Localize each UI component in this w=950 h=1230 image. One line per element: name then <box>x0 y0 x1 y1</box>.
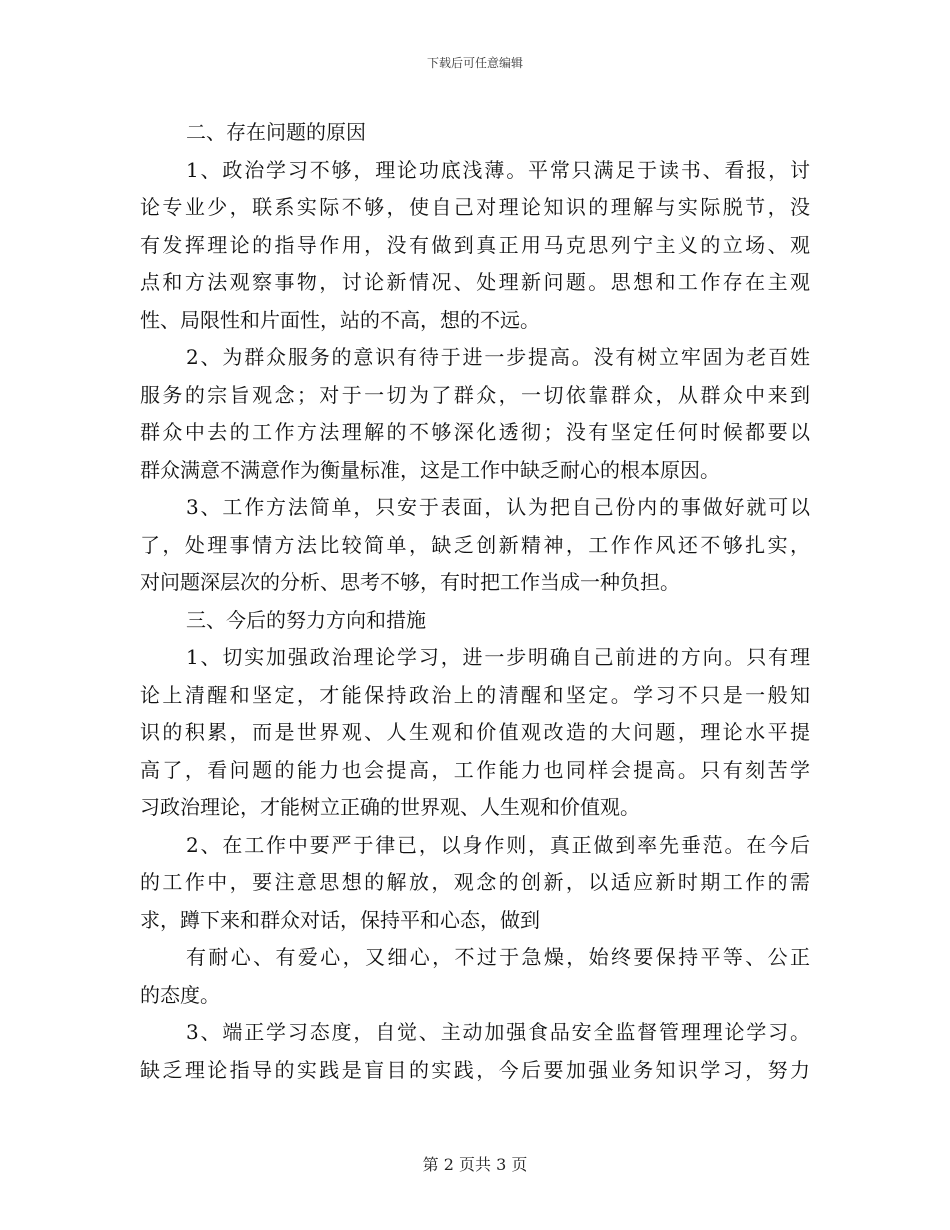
paragraph-line: 群众满意不满意作为衡量标准，这是工作中缺乏耐心的根本原因。 <box>140 457 720 482</box>
page-header: 下载后可任意编辑 <box>426 56 523 70</box>
paragraph-line: 性、局限性和片面性，站的不高，想的不远。 <box>140 307 540 332</box>
paragraph-line: 3、工作方法简单，只安于表面，认为把自己份内的事做好就可以 <box>186 495 810 519</box>
paragraph-line: 缺乏理论指导的实践是盲目的实践，今后要加强业务知识学习，努力 <box>140 1057 810 1082</box>
paragraph-line: 2、在工作中要严于律已，以身作则，真正做到率先垂范。在今后 <box>186 832 810 857</box>
paragraph-line: 群众中去的工作方法理解的不够深化透彻；没有坚定任何时候都要以 <box>140 420 810 444</box>
paragraph-line: 2、为群众服务的意识有待于进一步提高。没有树立牢固为老百姓 <box>186 345 810 369</box>
paragraph-line: 1、切实加强政治理论学习，进一步明确自己前进的方向。只有理 <box>186 645 810 669</box>
paragraph-line: 对问题深层次的分析、思考不够，有时把工作当成一种负担。 <box>140 570 680 594</box>
paragraph-line: 服务的宗旨观念；对于一切为了群众，一切依靠群众，从群众中来到 <box>140 382 810 407</box>
paragraph-line: 的态度。 <box>140 982 220 1007</box>
paragraph-line: 论专业少，联系实际不够，使自己对理论知识的理解与实际脱节，没 <box>140 195 810 219</box>
paragraph-line: 1、政治学习不够，理论功底浅薄。平常只满足于读书、看报，讨 <box>186 157 810 182</box>
paragraph-line: 点和方法观察事物，讨论新情况、处理新问题。思想和工作存在主观 <box>140 270 810 294</box>
paragraph-line: 了，处理事情方法比较简单，缺乏创新精神，工作作风还不够扎实， <box>140 532 810 557</box>
paragraph-line: 习政治理论，才能树立正确的世界观、人生观和价值观。 <box>140 795 640 819</box>
paragraph-line: 的工作中，要注意思想的解放，观念的创新，以适应新时期工作的需 <box>140 870 810 894</box>
paragraph-line: 求，蹲下来和群众对话，保持平和心态，做到 <box>140 907 540 932</box>
paragraph-line: 高了，看问题的能力也会提高，工作能力也同样会提高。只有刻苦学 <box>140 757 810 782</box>
page-number-footer: 第 2 页共 3 页 <box>422 1155 528 1174</box>
paragraph-line: 识的积累，而是世界观、人生观和价值观改造的大问题，理论水平提 <box>140 720 810 744</box>
paragraph-line: 有耐心、有爱心，又细心，不过于急燥，始终要保持平等、公正 <box>186 945 810 969</box>
section-heading: 三、今后的努力方向和措施 <box>186 607 426 632</box>
paragraph-line: 论上清醒和坚定，才能保持政治上的清醒和坚定。学习不只是一般知 <box>140 682 810 707</box>
document-body <box>140 114 810 1089</box>
section-heading: 二、存在问题的原因 <box>186 120 366 144</box>
paragraph-line: 有发挥理论的指导作用，没有做到真正用马克思列宁主义的立场、观 <box>140 232 810 257</box>
paragraph-line: 3、端正学习态度，自觉、主动加强食品安全监督管理理论学习。 <box>186 1020 810 1044</box>
